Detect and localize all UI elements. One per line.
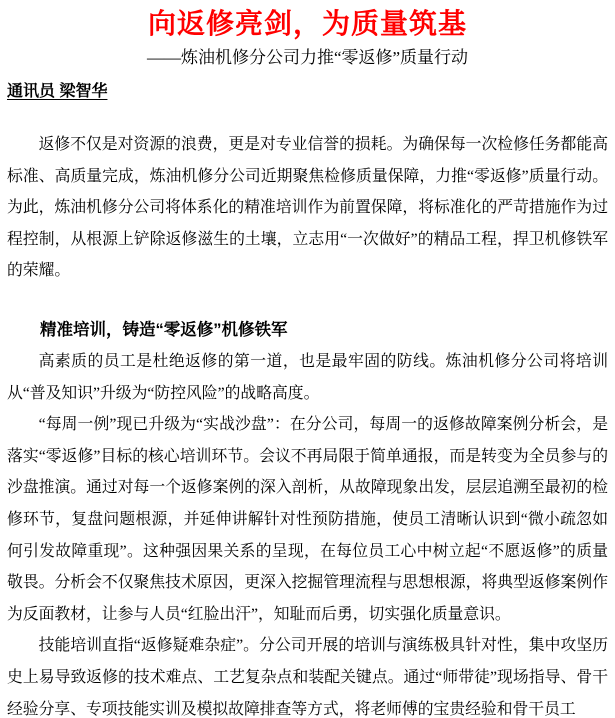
intro-paragraph: 返修不仅是对资源的浪费，更是对专业信誉的损耗。为确保每一次检修任务都能高标准、高质量完成，炼油机修分公司近期聚焦检修质量保障，力推“零返修”质量行动。为此，炼油机修分公司将体系化的精准培训作为前置保障，将标准化的严苛措施作为过程控制，从根源上铲除返修滋生的土壤，立志用“一次做好”的精品工程，捍卫机修铁军的荣耀。: [7, 136, 608, 280]
section-paragraph-3: 技能培训直指“返修疑难杂症”。分公司开展的培训与演练极具针对性，集中攻坚历史上易导致返修的技术难点、工艺复杂点和装配关键点。通过“师带徒”现场指导、骨干经验分享、专项技能实训及模拟故障排查等方式，将老师傅的宝贵经验和骨干员工: [7, 637, 608, 718]
section-heading: 精准培训，铸造“零返修”机修铁军: [40, 320, 288, 339]
section-paragraph-1: 高素质的员工是杜绝返修的第一道，也是最牢固的防线。炼油机修分公司将培训从“普及知识”升级为“防控风险”的战略高度。: [7, 352, 608, 402]
byline: 通讯员 梁智华: [7, 83, 108, 100]
document-title: 向返修亮剑，为质量筑基: [147, 8, 467, 39]
section-paragraph-2: “每周一例”现已升级为“实战沙盘”：在分公司，每周一的返修故障案例分析会，是落实“零返修”目标的核心培训环节。会议不再局限于简单通报，而是转变为全员参与的沙盘推演。通过对每一个返修案例的深入剖析，从故障现象出发，层层追溯至最初的检修环节，复盘问题根源，并延伸讲解针对性预防措施，使员工清晰认识到“微小疏忽如何引发故障重现”。这种强因果关系的呈现，在每位员工心中树立起“不愿返修”的质量敬畏。分析会不仅聚焦技术原因，更深入挖掘管理流程与思想根源，将典型返修案例作为反面教材，让参与人员“红脸出汗”，知耻而后勇，切实强化质量意识。: [7, 416, 608, 623]
document-subtitle: ——炼油机修分公司力推“零返修”质量行动: [146, 48, 469, 67]
byline-row: [7, 79, 608, 105]
